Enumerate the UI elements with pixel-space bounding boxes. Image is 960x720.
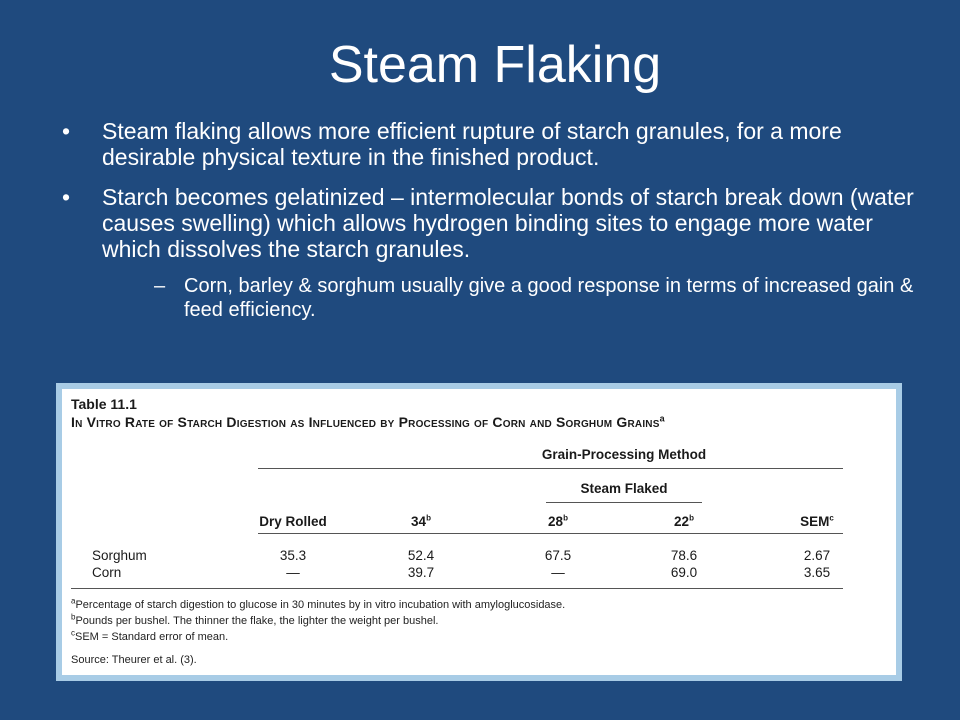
table-cell: 39.7 xyxy=(407,565,435,580)
bullet-item xyxy=(62,184,932,322)
table-cell: 52.4 xyxy=(407,548,435,563)
row-label: Sorghum xyxy=(92,548,147,563)
table-figure xyxy=(56,383,902,681)
sub-bullet-item xyxy=(102,274,932,322)
table-source: Source: Theurer et al. (3). xyxy=(71,654,197,666)
sub-bullet-text: Corn, barley & sorghum usually give a good response in terms of increased gain & feed efficiency. xyxy=(184,275,914,321)
table-cell: — xyxy=(286,565,300,580)
col-header-dry-rolled: Dry Rolled xyxy=(259,514,327,529)
table-cell: 3.65 xyxy=(803,565,831,580)
col-header-34: 34$^b$ xyxy=(411,513,431,529)
sub-bullet-marker: – xyxy=(154,275,166,297)
table-bottom-rule xyxy=(71,588,843,589)
bullet-item xyxy=(62,118,932,170)
col-header-sem: SEM$^c$ xyxy=(800,513,834,529)
table-cell: 69.0 xyxy=(670,565,698,580)
table-card xyxy=(62,389,896,675)
bullet-text: Steam flaking allows more efficient rupture of starch granules, for a more desirable physical texture in the finished product. xyxy=(102,118,842,170)
col-header-28: 28$^b$ xyxy=(548,513,568,529)
bullet-text: Starch becomes gelatinized – intermolecular bonds of starch break down (water causes swelling) which allows hydrogen binding sites to engage more water which dissolves the starch granules. xyxy=(102,184,914,262)
column-header-rule xyxy=(258,533,843,534)
subgroup-header: Steam Flaked xyxy=(580,481,668,496)
table-cell: 2.67 xyxy=(803,548,831,563)
bullet-marker: • xyxy=(62,118,71,144)
group-header-rule xyxy=(258,468,843,469)
bullet-list xyxy=(62,118,932,336)
table-title-sup: a xyxy=(659,413,665,424)
slide-title: Steam Flaking xyxy=(328,36,662,94)
subgroup-header-rule xyxy=(546,502,702,503)
footnote: $^c$SEM = Standard error of mean. xyxy=(71,628,229,643)
table-cell: 35.3 xyxy=(279,548,307,563)
table-number: Table 11.1 xyxy=(71,396,137,412)
table-title xyxy=(71,414,665,430)
table-cell: 67.5 xyxy=(544,548,572,563)
table-cell: — xyxy=(551,565,565,580)
bullet-marker: • xyxy=(62,184,71,210)
table-cell: 78.6 xyxy=(670,548,698,563)
row-label: Corn xyxy=(92,565,122,580)
footnote: $^b$Pounds per bushel. The thinner the flake, the lighter the weight per bushel. xyxy=(71,612,439,627)
group-header: Grain-Processing Method xyxy=(541,447,707,462)
table-title-text: In Vitro Rate of Starch Digestion as Influenced by Processing of Corn and Sorghum Grains xyxy=(71,414,660,430)
footnote: $^a$Percentage of starch digestion to glucose in 30 minutes by in vitro incubation with amyloglucosidase. xyxy=(71,596,566,611)
col-header-22: 22$^b$ xyxy=(674,513,694,529)
